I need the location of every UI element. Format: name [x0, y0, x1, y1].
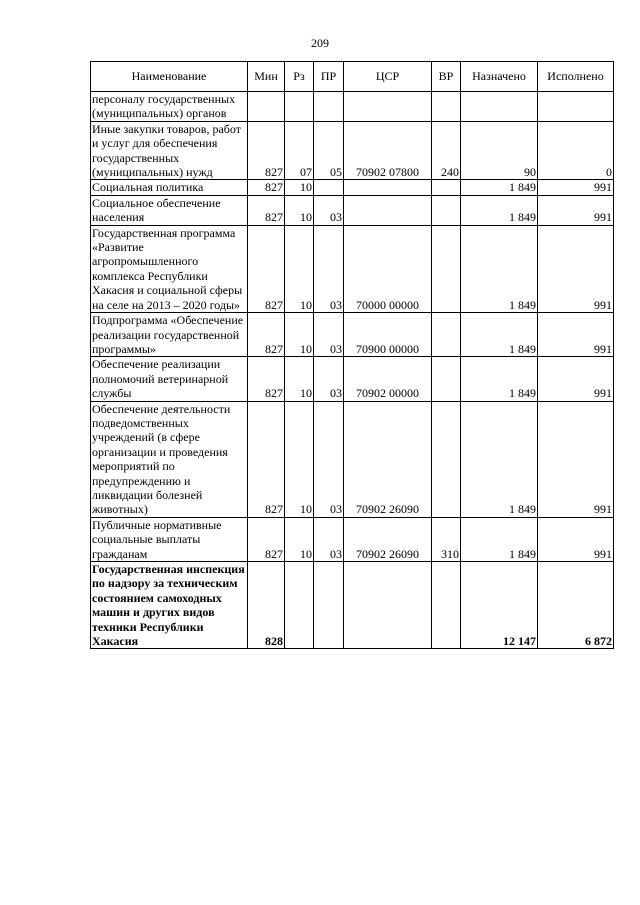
row-csr [344, 562, 432, 649]
row-name: Социальная политика [91, 180, 248, 195]
row-rz: 10 [285, 313, 314, 357]
row-assigned: 1 849 [461, 180, 538, 195]
col-header-assigned: Назначено [461, 62, 538, 92]
row-rz [285, 562, 314, 649]
row-min: 827 [248, 195, 285, 225]
col-header-vr: ВР [432, 62, 461, 92]
row-executed: 991 [538, 195, 614, 225]
row-csr [344, 180, 432, 195]
row-name: Государственная инспекция по надзору за техническим состоянием самоходных машин и других видов техники Республики Хакасия [91, 562, 248, 649]
row-executed [538, 92, 614, 122]
row-vr: 310 [432, 517, 461, 561]
table-row [91, 401, 614, 517]
row-min: 827 [248, 313, 285, 357]
row-csr: 70000 00000 [344, 225, 432, 312]
col-header-executed: Исполнено [538, 62, 614, 92]
row-pr [314, 92, 344, 122]
row-vr [432, 92, 461, 122]
row-csr: 70902 00000 [344, 357, 432, 401]
row-executed: 991 [538, 357, 614, 401]
table-header-row [91, 62, 614, 92]
row-vr: 240 [432, 121, 461, 180]
row-pr [314, 180, 344, 195]
col-header-rz: Рз [285, 62, 314, 92]
row-name: Подпрограмма «Обеспечение реализации государственной программы» [91, 313, 248, 357]
row-name: Государственная программа «Развитие агропромышленного комплекса Республики Хакасия и социальной сферы на селе на 2013 – 2020 годы» [91, 225, 248, 312]
row-pr: 03 [314, 517, 344, 561]
row-csr: 70902 26090 [344, 517, 432, 561]
row-rz [285, 92, 314, 122]
row-min [248, 92, 285, 122]
row-assigned: 1 849 [461, 357, 538, 401]
row-vr [432, 225, 461, 312]
row-executed: 991 [538, 313, 614, 357]
row-assigned: 1 849 [461, 401, 538, 517]
row-pr: 03 [314, 357, 344, 401]
row-pr: 03 [314, 313, 344, 357]
row-vr [432, 195, 461, 225]
page-number: 209 [311, 36, 329, 50]
row-assigned: 1 849 [461, 195, 538, 225]
row-rz: 07 [285, 121, 314, 180]
row-pr: 05 [314, 121, 344, 180]
row-executed: 991 [538, 225, 614, 312]
row-vr [432, 357, 461, 401]
row-pr: 03 [314, 401, 344, 517]
row-name: Публичные нормативные социальные выплаты гражданам [91, 517, 248, 561]
row-executed: 991 [538, 180, 614, 195]
row-rz: 10 [285, 517, 314, 561]
row-assigned: 1 849 [461, 225, 538, 312]
row-rz: 10 [285, 195, 314, 225]
row-name: Обеспечение деятельности подведомственных учреждений (в сфере организации и проведения мероприятий по предупреждению и ликвидации болезней животных) [91, 401, 248, 517]
col-header-name: Наименование [91, 62, 248, 92]
row-vr [432, 401, 461, 517]
row-pr [314, 562, 344, 649]
row-rz: 10 [285, 401, 314, 517]
row-pr: 03 [314, 195, 344, 225]
row-min: 828 [248, 562, 285, 649]
row-csr: 70902 26090 [344, 401, 432, 517]
row-min: 827 [248, 357, 285, 401]
row-csr [344, 195, 432, 225]
row-executed: 991 [538, 517, 614, 561]
table-row [91, 517, 614, 561]
col-header-csr: ЦСР [344, 62, 432, 92]
table-row [91, 121, 614, 180]
row-name: Обеспечение реализации полномочий ветеринарной службы [91, 357, 248, 401]
row-assigned: 90 [461, 121, 538, 180]
row-pr: 03 [314, 225, 344, 312]
budget-table [90, 61, 614, 649]
row-vr [432, 180, 461, 195]
row-vr [432, 313, 461, 357]
row-vr [432, 562, 461, 649]
row-csr [344, 92, 432, 122]
row-min: 827 [248, 517, 285, 561]
table-row [91, 313, 614, 357]
table-row [91, 195, 614, 225]
row-assigned: 1 849 [461, 313, 538, 357]
row-executed: 6 872 [538, 562, 614, 649]
row-name: Социальное обеспечение населения [91, 195, 248, 225]
row-executed: 991 [538, 401, 614, 517]
col-header-pr: ПР [314, 62, 344, 92]
table-row [91, 92, 614, 122]
row-min: 827 [248, 401, 285, 517]
row-assigned: 1 849 [461, 517, 538, 561]
row-csr: 70900 00000 [344, 313, 432, 357]
row-rz: 10 [285, 357, 314, 401]
row-csr: 70902 07800 [344, 121, 432, 180]
row-assigned: 12 147 [461, 562, 538, 649]
table-row [91, 180, 614, 195]
table-row [91, 225, 614, 312]
row-name: персоналу государственных (муниципальных) органов [91, 92, 248, 122]
row-assigned [461, 92, 538, 122]
col-header-min: Мин [248, 62, 285, 92]
row-rz: 10 [285, 180, 314, 195]
row-min: 827 [248, 225, 285, 312]
table-row-agency [91, 562, 614, 649]
row-min: 827 [248, 121, 285, 180]
row-executed: 0 [538, 121, 614, 180]
row-rz: 10 [285, 225, 314, 312]
row-name: Иные закупки товаров, работ и услуг для обеспечения государственных (муниципальных) нужд [91, 121, 248, 180]
table-row [91, 357, 614, 401]
row-min: 827 [248, 180, 285, 195]
